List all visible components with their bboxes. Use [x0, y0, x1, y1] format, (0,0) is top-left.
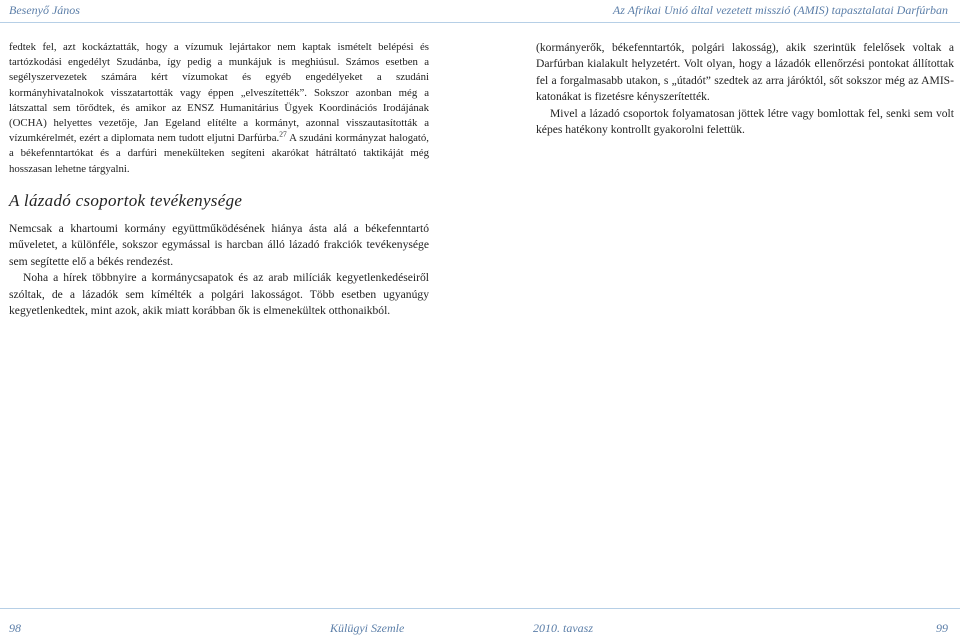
footer-journal-name: Külügyi Szemle	[330, 621, 405, 635]
section-heading: A lázadó csoportok tevékenysége	[9, 190, 243, 210]
left-intro-paragraph	[9, 40, 429, 177]
right-paragraph: (kormányerők, békefenntartók, polgári lakosság), akik szerintük felelősek voltak a Darfúrban kialakult helyzetért. Volt olyan, hogy a lázadók ellenőrzési pontokat állítottak fel a forgalmasabb utakon, s „útadót” szedtek az arra járóktól, sőt sokszor még az AMIS-katonákat is fizetésre kényszerítették.	[536, 41, 954, 104]
left-paragraph: Nemcsak a khartoumi kormány együttműködésének hiánya ásta alá a békefenntartó műveletet, a különféle, sokszor egymással is harcban álló lázadó frakciók tevékenysége sem segítette elő a békés rendezést.	[9, 221, 429, 268]
right-paragraph: Mivel a lázadó csoportok folyamatosan jöttek létre vagy bomlottak fel, senki sem volt képes hatékony kontrollt gyakorolni felettük.	[536, 106, 954, 137]
footnote-ref-27: 27	[279, 129, 287, 139]
left-column	[9, 40, 429, 320]
footer-page-number-left: 98	[9, 621, 21, 635]
right-column	[536, 40, 954, 139]
footer-issue: 2010. tavasz	[533, 621, 593, 635]
header-author: Besenyő János	[9, 3, 80, 17]
left-intro-tail: A szudáni kormányzat halogató, a békefenntartókat és a darfúri menekülteken segíteni akarókat hátráltató taktikáját még hosszasan lehetne tárgyalni.	[9, 132, 429, 175]
left-paragraph: Noha a hírek többnyire a kormánycsapatok és az arab milíciák kegyetlenkedéseiről szóltak, de a lázadók sem kímélték a polgári lakosságot. Több esetben ugyanúgy kegyetlenkedtek, mint azok, akik miatt korábban ők is elmenekültek otthonaikból.	[9, 271, 429, 318]
page-footer	[0, 608, 960, 639]
header-title: Az Afrikai Unió által vezetett misszió (AMIS) tapasztalatai Darfúrban	[612, 3, 948, 17]
footer-page-number-right: 99	[936, 621, 948, 635]
running-header	[0, 0, 960, 23]
left-intro-text: fedtek fel, azt kockáztatták, hogy a vízumuk lejártakor nem kaptak ismételt belépési és tartózkodási engedélyt Szudánba, így pedig a munkájuk is meghiúsul. Számos esetben a segélyszervezetek számára kért vízumokat és egyéb engedélyeket a szudáni kormányhivatalnokok visszatartották vagy éppen „elveszítették”. Sokszor azonban még a látszattal sem törődtek, és amikor az ENSZ Humanitárius Ügyek Koordinációs Irodájának (OCHA) helyettes vezetője, Jan Egeland elítélte a kormányt, azonnal visszautasították a vízumkérelmét, ezért a diplomata nem tudott eljutni Darfúrba.	[9, 41, 429, 145]
